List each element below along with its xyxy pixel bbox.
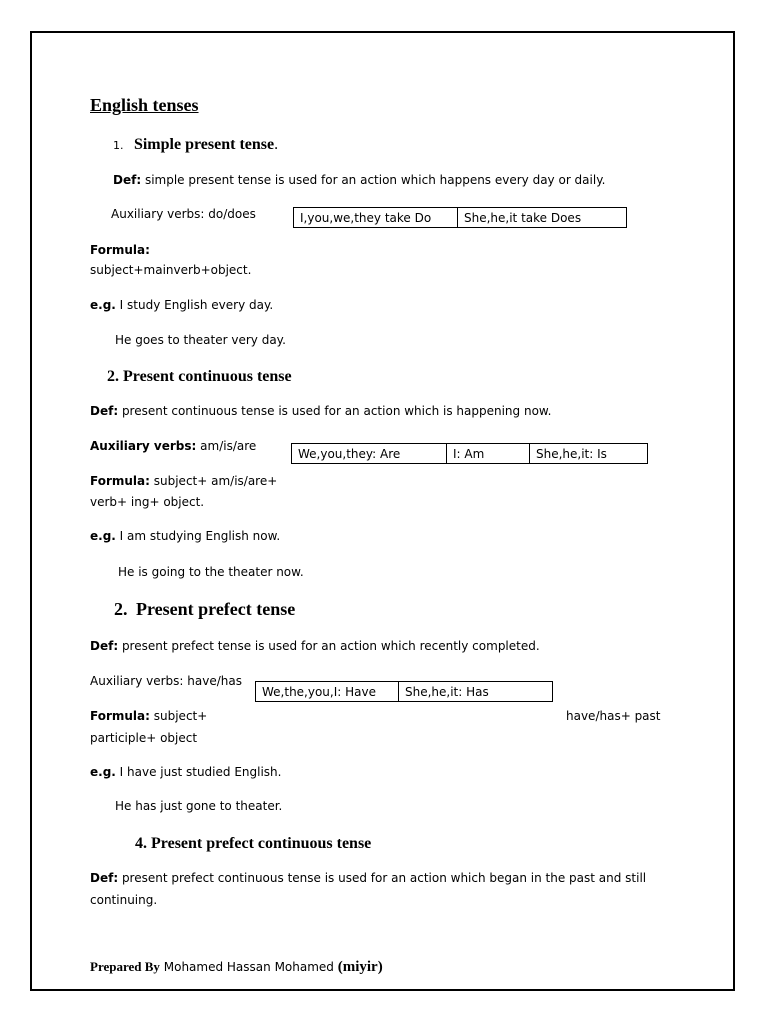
section1-def-label: Def: xyxy=(113,173,142,187)
section3-definition xyxy=(90,639,540,653)
section2-example-2: He is going to the theater now. xyxy=(118,565,304,579)
section3-example xyxy=(90,765,281,779)
section3-eg-text: I have just studied English. xyxy=(115,765,282,779)
section1-number: 1. xyxy=(113,139,124,152)
section2-def-label: Def: xyxy=(90,404,119,418)
section2-aux-label: Auxiliary verbs: xyxy=(90,439,197,453)
section1-aux-table xyxy=(293,207,627,228)
section3-formula-text: subject+ xyxy=(149,709,208,723)
section1-title-suffix: . xyxy=(274,136,279,153)
footer-prepared-by xyxy=(90,958,383,976)
section1-aux-cell-singular: She,he,it take Does xyxy=(458,208,627,228)
document-title: English tenses xyxy=(90,95,199,115)
section1-heading xyxy=(113,136,278,154)
section3-number: 2. xyxy=(114,599,128,619)
section1-eg-label: e.g. xyxy=(90,298,116,312)
footer-author: Mohamed Hassan Mohamed xyxy=(159,960,338,974)
section2-formula xyxy=(90,474,277,488)
section2-def-text: present continuous tense is used for an action which is happening now. xyxy=(118,404,552,418)
footer-nickname: (miyir) xyxy=(337,959,383,975)
section3-aux-verbs: Auxiliary verbs: have/has xyxy=(90,674,242,688)
section3-aux-cell-singular: She,he,it: Has xyxy=(399,682,553,702)
section4-definition xyxy=(90,871,646,885)
section3-formula-line2: participle+ object xyxy=(90,731,198,745)
section1-def-text: simple present tense is used for an action which happens every day or daily. xyxy=(141,173,606,187)
section3-eg-label: e.g. xyxy=(90,765,116,779)
section3-def-text: present prefect tense is used for an action which recently completed. xyxy=(118,639,540,653)
section1-definition xyxy=(113,173,605,187)
section4-def-text: present prefect continuous tense is used for an action which began in the past and still xyxy=(118,871,647,885)
section3-def-label: Def: xyxy=(90,639,119,653)
section2-aux-verbs xyxy=(90,439,256,453)
section3-title: Present prefect tense xyxy=(136,599,296,619)
section3-formula-label: Formula: xyxy=(90,709,150,723)
section2-formula-line2: verb+ ing+ object. xyxy=(90,495,205,509)
section2-aux-cell-third: She,he,it: Is xyxy=(530,444,648,464)
section1-eg-text: I study English every day. xyxy=(115,298,274,312)
section1-example xyxy=(90,298,273,312)
section3-aux-cell-plural: We,the,you,I: Have xyxy=(256,682,399,702)
section3-example-2: He has just gone to theater. xyxy=(115,799,283,813)
section2-heading: 2. Present continuous tense xyxy=(107,368,292,385)
section4-definition-line2: continuing. xyxy=(90,893,158,907)
section2-aux-cell-plural: We,you,they: Are xyxy=(292,444,447,464)
section1-title: Simple present tense xyxy=(133,136,275,153)
section2-aux-table xyxy=(291,443,648,464)
section2-formula-text: subject+ am/is/are+ xyxy=(149,474,278,488)
section1-formula-label-text: Formula: xyxy=(90,243,150,257)
section2-eg-text: I am studying English now. xyxy=(115,529,281,543)
section2-definition xyxy=(90,404,551,418)
section3-heading xyxy=(114,599,295,620)
section3-aux-table xyxy=(255,681,553,702)
section3-formula-right: have/has+ past xyxy=(566,709,661,723)
section2-formula-label: Formula: xyxy=(90,474,150,488)
section1-aux-verbs: Auxiliary verbs: do/does xyxy=(111,207,256,221)
section1-example-2: He goes to theater very day. xyxy=(115,333,286,347)
section2-example xyxy=(90,529,280,543)
section1-formula-label xyxy=(90,243,150,257)
section2-aux-cell-first: I: Am xyxy=(447,444,530,464)
section1-aux-cell-plural: I,you,we,they take Do xyxy=(294,208,458,228)
section3-formula xyxy=(90,709,207,723)
section4-heading: 4. Present prefect continuous tense xyxy=(135,835,372,852)
footer-prepared-label: Prepared By xyxy=(90,959,160,974)
section2-aux-text: am/is/are xyxy=(196,439,257,453)
section1-formula: subject+mainverb+object. xyxy=(90,263,252,277)
section4-def-label: Def: xyxy=(90,871,119,885)
section2-eg-label: e.g. xyxy=(90,529,116,543)
